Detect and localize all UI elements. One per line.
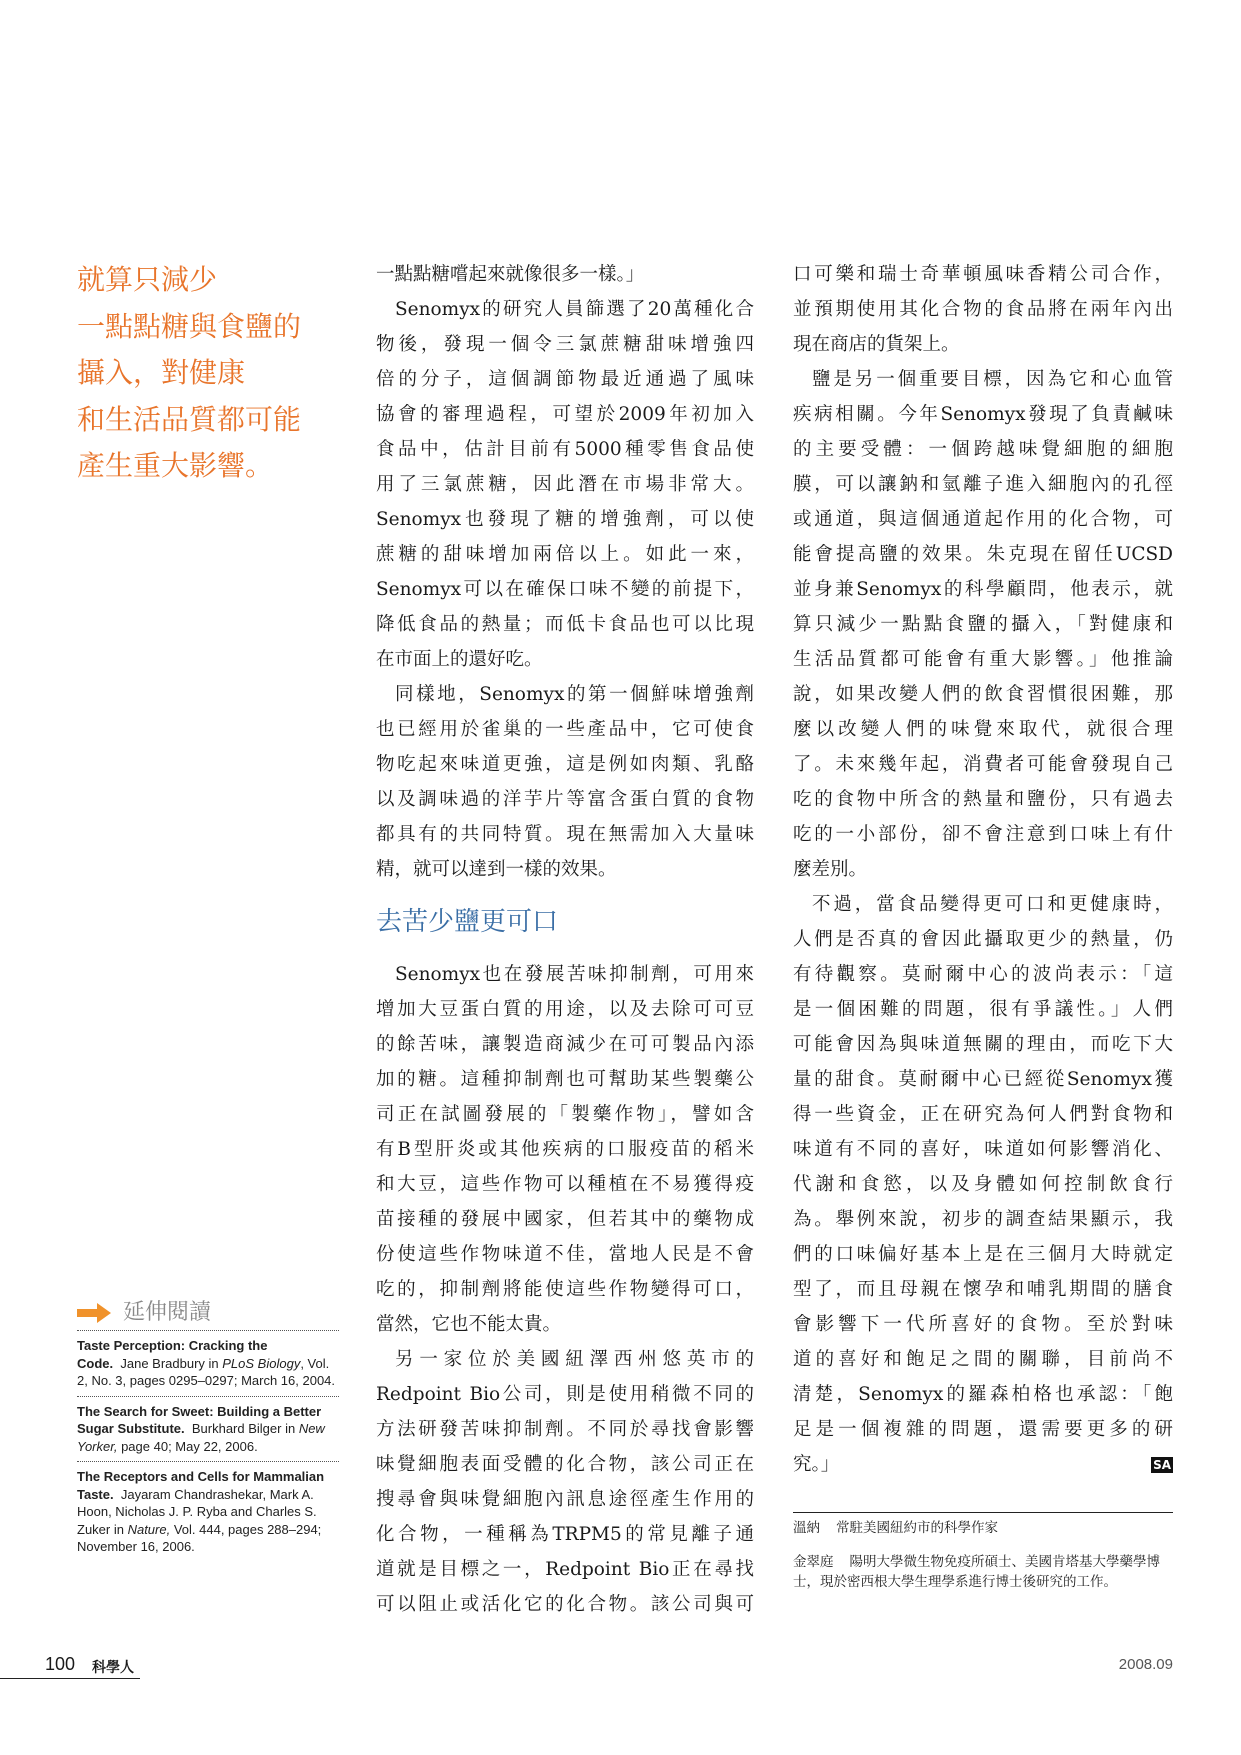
further-reading xyxy=(77,1296,339,1562)
paragraph-line: 食品中，估計目前有5000種零售食品使 xyxy=(376,439,754,460)
article-column-2 xyxy=(793,257,1173,1482)
issue-date: 2008.09 xyxy=(1118,1656,1173,1673)
paragraph-line: 算只減少一點點食鹽的攝入，「對健康和 xyxy=(793,614,1173,635)
paragraph-line: 司正在試圖發展的「製藥作物」，譬如含 xyxy=(376,1104,754,1125)
paragraph-line: 有待觀察。莫耐爾中心的波尚表示：「這 xyxy=(793,964,1173,985)
paragraph-line: 吃的，抑制劑將能使這些作物變得可口， xyxy=(376,1279,754,1300)
author-bio-1 xyxy=(793,1518,1173,1538)
paragraph-line: 膜，可以讓鈉和氫離子進入細胞內的孔徑 xyxy=(793,474,1173,495)
paragraph-line: 代謝和食慾，以及身體如何控制飲食行 xyxy=(793,1174,1173,1195)
paragraph-line: 以及調味過的洋芋片等富含蛋白質的食物 xyxy=(376,789,754,810)
reading-author: Jane Bradbury in xyxy=(120,1355,223,1371)
reading-title: The Receptors and Cells for Mammalian Taste. xyxy=(77,1469,325,1502)
paragraph-line: 用了三氯蔗糖，因此潛在市場非常大。 xyxy=(376,474,754,495)
paragraph-line: 得一些資金，正在研究為何人們對食物和 xyxy=(793,1104,1173,1125)
paragraph-line: 口可樂和瑞士奇華頓風味香精公司合作， xyxy=(793,264,1173,285)
paragraph-line: 型了，而且母親在懷孕和哺乳期間的膳食 xyxy=(793,1279,1173,1300)
paragraph-line: 並身兼Senomyx的科學顧問，他表示，就 xyxy=(793,579,1173,600)
paragraph-line: 足是一個複雜的問題，還需要更多的研 xyxy=(793,1419,1173,1440)
paragraph-line: 一點點糖嚐起來就像很多一樣。」 xyxy=(376,264,645,285)
reading-journal: New Yorker, xyxy=(77,1421,325,1454)
page-number: 100 xyxy=(45,1654,76,1674)
paragraph-line: 並預期使用其化合物的食品將在兩年內出 xyxy=(793,299,1173,320)
paragraph-line: 的餘苦味，讓製造商減少在可可製品內添 xyxy=(376,1034,754,1055)
reading-details: , Vol. 2, No. 3, pages 0295–0297; March 16, 2004. xyxy=(77,1355,336,1388)
paragraph-line: 物吃起來味道更強，這是例如肉類、乳酪 xyxy=(376,754,754,775)
paragraph-line: 鹽是另一個重要目標，因為它和心血管 xyxy=(812,369,1173,390)
article-column-1 xyxy=(376,257,754,1622)
paragraph-line: 能會提高鹽的效果。朱克現在留任UCSD xyxy=(793,544,1173,565)
paragraph-line: Senomyx可以在確保口味不變的前提下， xyxy=(376,579,754,600)
paragraph-line: 疾病相關。今年Senomyx發現了負責鹹味 xyxy=(793,404,1173,425)
paragraph-line: Redpoint Bio公司，則是使用稍微不同的 xyxy=(376,1384,754,1405)
reading-author: Jayaram Chandrashekar, Mark A. Hoon, Nicholas J. P. Ryba and Charles S. Zuker in xyxy=(77,1486,317,1537)
paragraph-line: 都具有的共同特質。現在無需加入大量味 xyxy=(376,824,754,845)
paragraph-line: 麼差別。 xyxy=(793,859,868,880)
paragraph-line: 苗接種的發展中國家，但若其中的藥物成 xyxy=(376,1209,754,1230)
paragraph-line: 究。」 SA xyxy=(793,1454,1171,1475)
paragraph-line: 加的糖。這種抑制劑也可幫助某些製藥公 xyxy=(376,1069,754,1090)
paragraph-line: 味覺細胞表面受體的化合物，該公司正在 xyxy=(376,1454,754,1475)
paragraph-line: 降低食品的熱量；而低卡食品也可以比現 xyxy=(376,614,754,635)
magazine-name: 科學人 xyxy=(92,1660,134,1676)
paragraph-line: 和大豆，這些作物可以種植在不易獲得疫 xyxy=(376,1174,754,1195)
paragraph-line: 的主要受體：一個跨越味覺細胞的細胞 xyxy=(793,439,1173,460)
paragraph-line: 為。舉例來說，初步的調查結果顯示，我 xyxy=(793,1209,1173,1230)
reading-details: page 40; May 22, 2006. xyxy=(117,1438,258,1454)
paragraph-line: 有B型肝炎或其他疾病的口服疫苗的稻米 xyxy=(376,1139,754,1160)
paragraph-line: 吃的食物中所含的熱量和鹽份，只有過去 xyxy=(793,789,1173,810)
paragraph-line: 增加大豆蛋白質的用途，以及去除可可豆 xyxy=(376,999,754,1020)
paragraph-line: 化合物，一種稱為TRPM5的常見離子通 xyxy=(376,1524,754,1545)
pull-quote xyxy=(77,257,367,490)
paragraph-line: 不過，當食品變得更可口和更健康時， xyxy=(812,894,1173,915)
paragraph-line: Senomyx也發現了糖的增強劑，可以使 xyxy=(376,509,754,530)
pull-quote-line: 產生重大影響。 xyxy=(77,449,274,482)
paragraph-line: 當然，它也不能太貴。 xyxy=(376,1314,562,1335)
paragraph-line: 同樣地，Senomyx的第一個鮮味增強劑 xyxy=(395,684,754,705)
paragraph-line: 麼以改變人們的味覺來取代，就很合理 xyxy=(793,719,1173,740)
author-name: 溫納 xyxy=(793,1520,820,1536)
further-reading-title: 延伸閱讀 xyxy=(123,1300,212,1326)
paragraph-line: 蔗糖的甜味增加兩倍以上。如此一來， xyxy=(376,544,754,565)
paragraph-line: 們的口味偏好基本上是在三個月大時就定 xyxy=(793,1244,1173,1265)
paragraph-line: 清楚，Senomyx的羅森柏格也承認：「飽 xyxy=(793,1384,1173,1405)
paragraph-line: 份使這些作物味道不佳，當地人民是不會 xyxy=(376,1244,754,1265)
paragraph-line: 精，就可以達到一樣的效果。 xyxy=(376,859,617,880)
reading-item xyxy=(77,1396,339,1462)
pull-quote-line: 和生活品質都可能 xyxy=(77,402,302,436)
arrow-right-icon xyxy=(77,1303,111,1323)
reading-details: Vol. 444, pages 288–294; November 16, 2006. xyxy=(77,1521,322,1554)
author-desc: 常駐美國紐約市的科學作家 xyxy=(836,1520,998,1536)
section-heading: 去苦少鹽更可口 xyxy=(376,907,559,937)
reading-title: The Search for Sweet: Building a Better Sugar Substitute. xyxy=(77,1403,322,1436)
paragraph-line: 也已經用於雀巢的一些產品中，它可使食 xyxy=(376,719,754,740)
paragraph-line: 說，如果改變人們的飲食習慣很困難，那 xyxy=(793,684,1173,705)
author-bio-2 xyxy=(793,1552,1173,1592)
paragraph-line: 生活品質都可能會有重大影響。」他推論 xyxy=(793,649,1173,670)
paragraph-line: 或通道，與這個通道起作用的化合物，可 xyxy=(793,509,1173,530)
pull-quote-line: 攝入，對健康 xyxy=(77,356,246,389)
pull-quote-line: 就算只減少 xyxy=(77,263,218,296)
reading-author: Burkhard Bilger in xyxy=(191,1421,299,1436)
reading-journal: PLoS Biology xyxy=(222,1355,301,1371)
reading-item xyxy=(77,1461,339,1562)
sa-end-mark-logo: SA xyxy=(1153,1458,1171,1472)
paragraph-line: 量的甜食。莫耐爾中心已經從Senomyx獲 xyxy=(793,1069,1173,1090)
author-divider xyxy=(793,1512,1173,1513)
paragraph-line: 可能會因為與味道無關的理由，而吃下大 xyxy=(793,1034,1173,1055)
paragraph-line: 協會的審理過程，可望於2009年初加入 xyxy=(376,404,754,425)
paragraph-line: 現在商店的貨架上。 xyxy=(793,334,960,355)
paragraph-line: 道的喜好和飽足之間的關聯，目前尚不 xyxy=(793,1349,1173,1370)
paragraph-line: 吃的一小部份，卻不會注意到口味上有什 xyxy=(793,824,1173,845)
paragraph-line: 搜尋會與味覺細胞內訊息途徑產生作用的 xyxy=(376,1489,754,1510)
reading-journal: Nature, xyxy=(127,1521,171,1537)
paragraph-line: 味道有不同的喜好，味道如何影響消化、 xyxy=(793,1139,1173,1160)
paragraph-line: 倍的分子，這個調節物最近通過了風味 xyxy=(376,369,754,390)
paragraph-line: 物後，發現一個令三氯蔗糖甜味增強四 xyxy=(376,334,754,355)
pull-quote-line: 一點點糖與食鹽的 xyxy=(77,309,302,343)
reading-title: Taste Perception: Cracking the Code. xyxy=(77,1338,268,1371)
paragraph-line: 另一家位於美國紐澤西州悠英市的 xyxy=(395,1349,754,1370)
paragraph-line: 道就是目標之一，Redpoint Bio正在尋找 xyxy=(376,1559,754,1580)
author-name: 金翠庭 xyxy=(793,1554,834,1570)
paragraph-line: Senomyx的研究人員篩選了20萬種化合 xyxy=(395,299,754,320)
author-desc: 陽明大學微生物免疫所碩士、美國肯塔基大學藥學博士，現於密西根大學生理學系進行博士後研究的工作。 xyxy=(793,1554,1160,1590)
paragraph-line: 了。未來幾年起，消費者可能會發現自己 xyxy=(793,754,1173,775)
paragraph-line: 可以阻止或活化它的化合物。該公司與可 xyxy=(376,1594,754,1615)
paragraph-line: 人們是否真的會因此攝取更少的熱量，仍 xyxy=(793,929,1173,950)
paragraph-line: 是一個困難的問題，很有爭議性。」人們 xyxy=(793,999,1173,1020)
footer-page-label xyxy=(0,1652,140,1679)
paragraph-line: 方法研發苦味抑制劑。不同於尋找會影響 xyxy=(376,1419,754,1440)
paragraph-line: Senomyx也在發展苦味抑制劑，可用來 xyxy=(395,964,754,985)
reading-item xyxy=(77,1330,339,1396)
paragraph-line: 會影響下一代所喜好的食物。至於對味 xyxy=(793,1314,1173,1335)
paragraph-line: 在市面上的還好吃。 xyxy=(376,649,543,670)
